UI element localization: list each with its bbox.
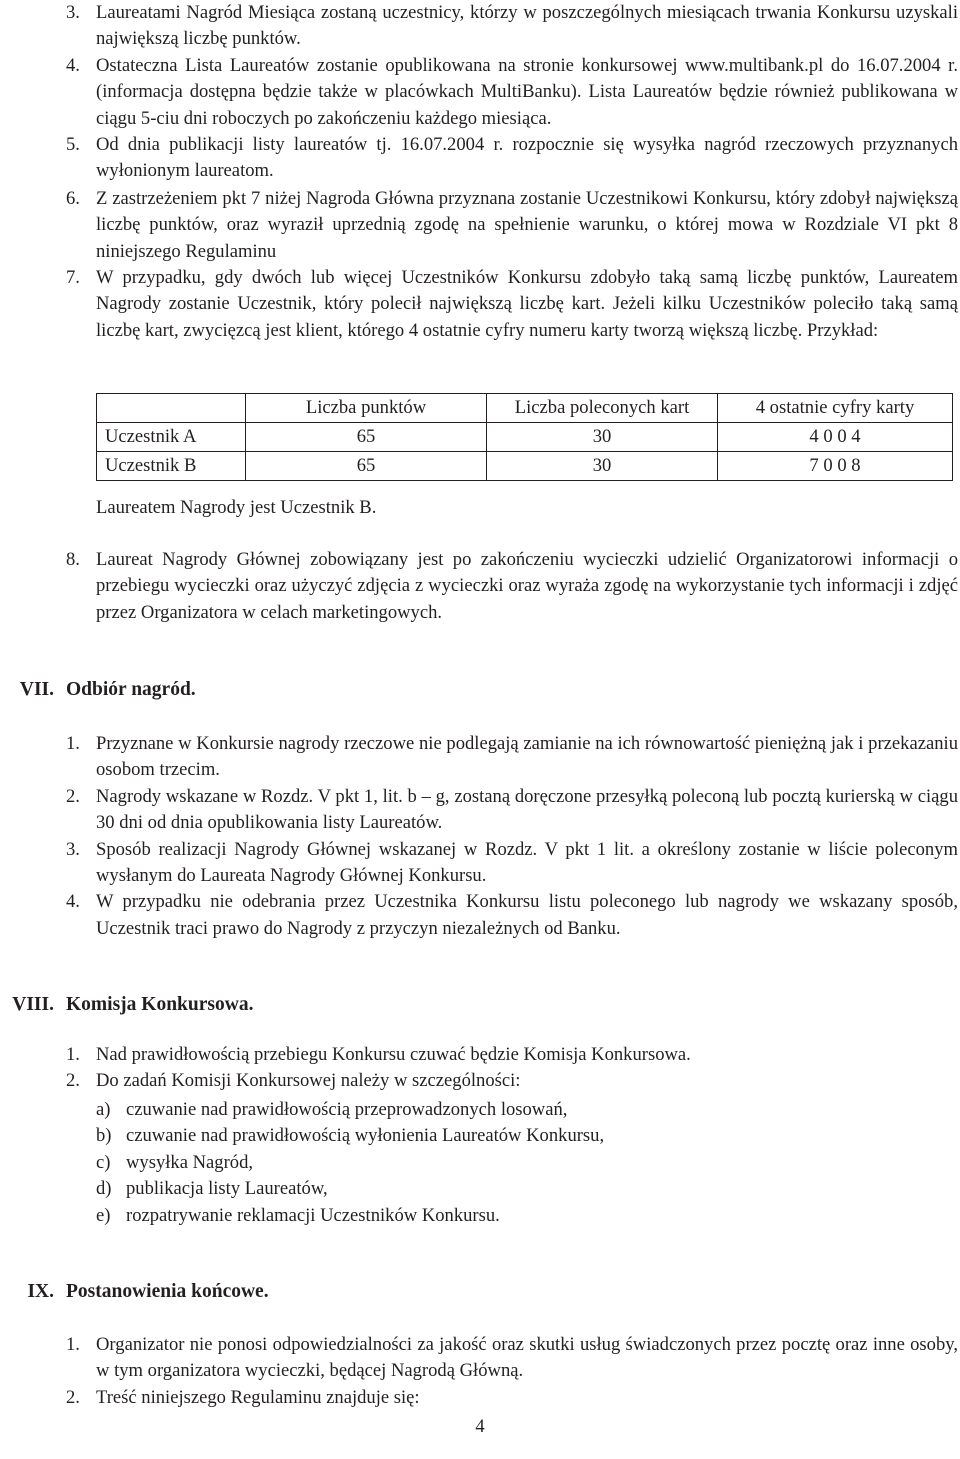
list-item: 1. Nad prawidłowością przebiegu Konkursu czuwać będzie Komisja Konkursowa. — [66, 1044, 691, 1065]
rules-list-item-8 — [0, 547, 960, 626]
table-header-cell — [97, 394, 246, 423]
list-item: 1. Przyznane w Konkursie nagrody rzeczowe nie podlegają zamianie na ich równowartość pieniężną jak i przekazaniu osobom trzecim. — [66, 733, 958, 781]
section-viii-sublist — [0, 1097, 960, 1229]
section-heading-ix: IX. Postanowienia końcowe. — [27, 1281, 269, 1302]
section-heading-vii: VII. Odbiór nagród. — [19, 679, 196, 700]
list-item: 6. Z zastrzeżeniem pkt 7 niżej Nagroda Główna przyznana zostanie Uczestnikowi Konkursu, który zdobył największą liczbę punktów, oraz wyraził uprzednią zgodę na spełnienie warunku, o której mowa w Rozdziale VI pkt 8 niniejszego Regulaminu — [66, 187, 958, 262]
list-item: 4. Ostateczna Lista Laureatów zostanie opublikowana na stronie konkursowej www.multibank.pl do 16.07.2004 r. (informacja dostępna będzie także w placówkach MultiBanku). Lista Laureatów będzie również publikowana w ciągu 5-ciu dni roboczych po zakończeniu każdego miesiąca. — [66, 54, 958, 129]
list-item: 3. Laureatami Nagród Miesiąca zostaną uczestnicy, którzy w poszczególnych miesiącach trwania Konkursu uzyskali największą liczbę punktów. — [66, 2, 958, 50]
sub-list-item: d) publikacja listy Laureatów, — [96, 1178, 328, 1200]
section-viii-list — [0, 1042, 960, 1095]
list-item: 2. Nagrody wskazane w Rozdz. V pkt 1, lit. b – g, zostaną doręczone przesyłką poleconą lub pocztą kurierską w ciągu 30 dni od dnia opublikowania listy Laureatów. — [66, 785, 958, 834]
table-cell: 7 0 0 8 — [718, 452, 953, 481]
table-header-cell: Liczba poleconych kart — [487, 394, 718, 423]
sub-list-item: a) czuwanie nad prawidłowością przeprowadzonych losowań, — [96, 1099, 568, 1120]
table-cell: 65 — [246, 452, 487, 481]
table-cell: Uczestnik B — [97, 452, 246, 481]
list-item: 5. Od dnia publikacji listy laureatów tj. 16.07.2004 r. rozpocznie się wysyłka nagród rzeczowych przyznanych wyłonionym laureatom. — [66, 134, 958, 182]
list-item: 7. W przypadku, gdy dwóch lub więcej Uczestników Konkursu zdobyło taką samą liczbę punktów, Laureatem Nagrody zostanie Uczestnik, który polecił największą liczbę kart. Jeżeli kilku Uczestników poleciło taką samą liczbę kart, zwycięzcą jest klient, którego 4 ostatnie cyfry numeru karty tworzą większą liczbę. Przykład: — [66, 267, 958, 341]
table-cell: Uczestnik A — [97, 423, 246, 452]
list-item: 4. W przypadku nie odebrania przez Uczestnika Konkursu listu poleconego lub nagrody we wskazany sposób, Uczestnik traci prawo do Nagrody z przyczyn niezależnych od Banku. — [66, 891, 958, 939]
page-number: 4 — [475, 1416, 485, 1437]
sub-list-item: e) rozpatrywanie reklamacji Uczestników Konkursu. — [96, 1204, 500, 1226]
section-ix-list — [0, 1332, 960, 1411]
table-row — [97, 452, 953, 481]
table-cell: 65 — [246, 423, 487, 452]
table-header-cell: Liczba punktów — [246, 394, 487, 423]
sub-list-item: c) wysyłka Nagród, — [96, 1151, 254, 1173]
table-header-row — [97, 394, 953, 423]
table-cell: 30 — [487, 423, 718, 452]
section-heading-viii: VIII. Komisja Konkursowa. — [12, 994, 254, 1015]
list-item: 2. Treść niniejszego Regulaminu znajduje się: — [66, 1386, 420, 1408]
sub-list-item: b) czuwanie nad prawidłowością wyłonienia Laureatów Konkursu, — [96, 1125, 605, 1147]
winner-statement: Laureatem Nagrody jest Uczestnik B. — [96, 497, 377, 518]
list-item: 2. Do zadań Komisji Konkursowej należy w szczególności: — [66, 1070, 521, 1092]
section-vii-list — [0, 731, 960, 942]
list-item: 3. Sposób realizacji Nagrody Głównej wskazanej w Rozdz. V pkt 1 lit. a określony zostanie w liście poleconym wysłanym do Laureata Nagrody Głównej Konkursu. — [66, 838, 958, 887]
table-cell: 4 0 0 4 — [718, 423, 953, 452]
table-header-cell: 4 ostatnie cyfry karty — [718, 394, 953, 423]
list-item: 1. Organizator nie ponosi odpowiedzialności za jakość oraz skutki usług świadczonych przez pocztę oraz inne osoby, w tym organizatora wycieczki, będącej Nagrodą Główną. — [66, 1334, 958, 1382]
example-table — [96, 393, 953, 481]
table-cell: 30 — [487, 452, 718, 481]
rules-list-top — [0, 0, 960, 344]
list-item: 8. Laureat Nagrody Głównej zobowiązany jest po zakończeniu wycieczki udzielić Organizatorowi informacji o przebiegu wycieczki oraz użyczyć zdjęcia z wycieczki oraz wyraża zgodę na wykorzystanie tych informacji i zdjęć przez Organizatora w celach marketingowych. — [66, 549, 958, 623]
table-row — [97, 423, 953, 452]
